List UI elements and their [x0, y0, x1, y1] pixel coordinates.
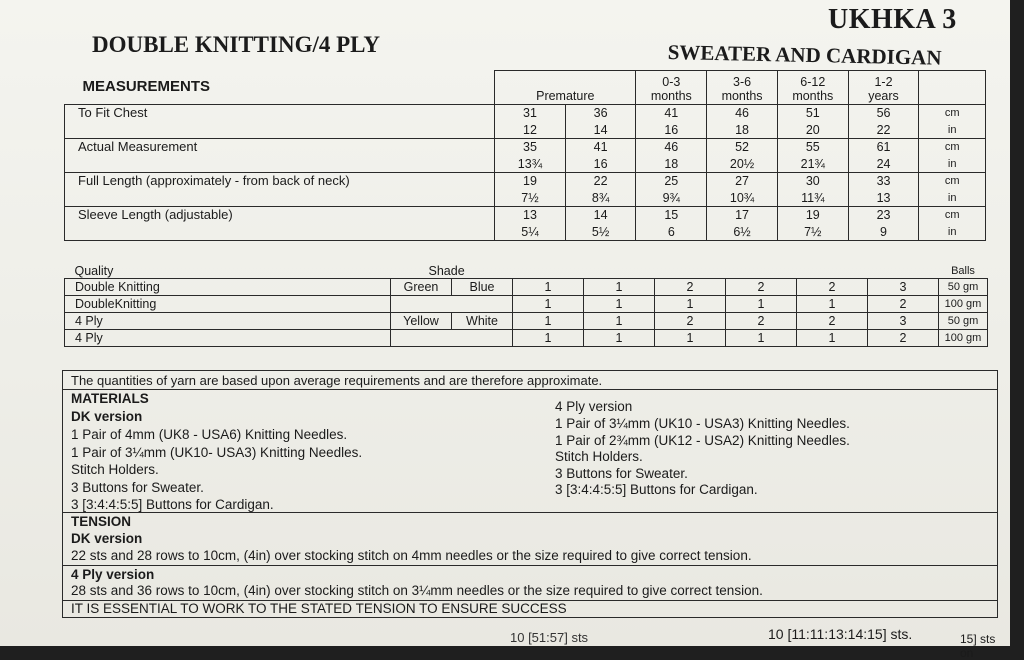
measurement-cm-value: 33 [848, 173, 919, 190]
shade-heading: Shade [428, 264, 465, 278]
measurement-in-value: 6½ [707, 224, 778, 241]
yarn-shade [452, 296, 513, 313]
measurement-cm-value: 41 [636, 105, 707, 122]
footer-stitch-count: 10 [11:11:13:14:15] sts. [768, 626, 913, 642]
measurement-cm-value: 15 [636, 207, 707, 224]
measurement-cm-value: 46 [707, 105, 778, 122]
ball-weight: 100 gm [939, 296, 988, 313]
yarn-shade: White [452, 313, 513, 330]
ball-count: 2 [726, 279, 797, 296]
measurement-in-value: 5½ [565, 224, 636, 241]
ply-material-item: 3 Buttons for Sweater. [555, 465, 688, 481]
footer-right-fragment: 15] sts on [960, 632, 996, 660]
ball-count: 1 [726, 296, 797, 313]
col-3-6-months: 3-6 months [707, 71, 778, 105]
yarn-quality: 4 Ply [65, 330, 391, 347]
measurement-in-value: 9 [848, 224, 919, 241]
measurement-in-value: 7½ [777, 224, 848, 241]
yarn-shade [391, 296, 452, 313]
quality-heading: Quality [74, 264, 114, 278]
measurement-in-value: 18 [636, 156, 707, 173]
dk-material-item: 1 Pair of 3¼mm (UK10- USA3) Knitting Needles. [71, 444, 363, 460]
measurement-label: Full Length (approximately - from back of neck) [65, 173, 495, 207]
unit-cm: cm [919, 207, 986, 224]
ball-count: 2 [655, 313, 726, 330]
unit-cm: cm [919, 105, 986, 122]
yarn-row [65, 313, 988, 330]
measurement-in-value: 21¾ [777, 156, 848, 173]
dk-material-item: 3 Buttons for Sweater. [71, 479, 204, 495]
measurement-cm-value: 17 [707, 207, 778, 224]
ball-count: 2 [868, 330, 939, 347]
unit-cm: cm [919, 139, 986, 156]
measurements-table [64, 70, 986, 241]
measurement-row [65, 105, 986, 122]
ball-count: 2 [797, 279, 868, 296]
measurements-heading: MEASUREMENTS [82, 77, 211, 95]
measurement-cm-value: 19 [495, 173, 566, 190]
ball-count: 2 [868, 296, 939, 313]
yarn-quality: 4 Ply [65, 313, 391, 330]
measurement-cm-value: 13 [495, 207, 566, 224]
measurement-in-value: 12 [495, 122, 566, 139]
unit-in: in [919, 190, 986, 207]
footer-left-fragment: 10 [51:57] sts [510, 630, 589, 645]
measurement-label: Actual Measurement [65, 139, 495, 173]
measurement-in-value: 20½ [707, 156, 778, 173]
ball-count: 1 [513, 279, 584, 296]
ball-count: 2 [655, 279, 726, 296]
measurement-cm-value: 19 [777, 207, 848, 224]
measurement-in-value: 7½ [495, 190, 566, 207]
measurement-cm-value: 52 [707, 139, 778, 156]
quantities-note: The quantities of yarn are based upon average requirements and are therefore approximate. [71, 373, 603, 388]
measurement-in-value: 10¾ [707, 190, 778, 207]
measurement-cm-value: 55 [777, 139, 848, 156]
yarn-shade: Blue [452, 279, 513, 296]
ball-weight: 50 gm [939, 279, 988, 296]
dk-material-item: 1 Pair of 4mm (UK8 - USA6) Knitting Needles. [71, 427, 348, 442]
tension-dk-heading: DK version [71, 531, 143, 546]
unit-in: in [919, 122, 986, 139]
ball-count: 1 [584, 330, 655, 347]
yarn-title: DOUBLE KNITTING/4 PLY [92, 32, 380, 57]
measurement-in-value: 16 [636, 122, 707, 139]
measurement-in-value: 18 [707, 122, 778, 139]
measurement-cm-value: 14 [565, 207, 636, 224]
ball-count: 1 [513, 296, 584, 313]
dk-material-item: Stitch Holders. [71, 462, 159, 477]
materials-heading: MATERIALS [71, 391, 149, 406]
materials-tension-box [62, 370, 998, 618]
ball-count: 2 [797, 313, 868, 330]
ball-count: 1 [797, 296, 868, 313]
unit-cm: cm [919, 173, 986, 190]
measurement-in-value: 20 [777, 122, 848, 139]
unit-in: in [919, 156, 986, 173]
unit-in: in [919, 224, 986, 241]
tension-dk-text: 22 sts and 28 rows to 10cm, (4in) over stocking stitch on 4mm needles or the size required to give correct tension. [71, 548, 752, 563]
tension-warning: IT IS ESSENTIAL TO WORK TO THE STATED TENSION TO ENSURE SUCCESS [71, 601, 567, 616]
measurement-in-value: 5¼ [495, 224, 566, 241]
measurement-in-value: 22 [848, 122, 919, 139]
ball-count: 2 [726, 313, 797, 330]
measurement-in-value: 9¾ [636, 190, 707, 207]
ball-count: 1 [797, 330, 868, 347]
col-1-2-years: 1-2 years [848, 71, 919, 105]
yarn-row [65, 330, 988, 347]
ball-count: 1 [655, 296, 726, 313]
yarn-row [65, 296, 988, 313]
ball-count: 1 [655, 330, 726, 347]
yarn-shade [452, 330, 513, 347]
tension-heading: TENSION [71, 514, 132, 529]
col-premature: Premature [495, 71, 636, 105]
measurement-cm-value: 31 [495, 105, 566, 122]
measurement-cm-value: 22 [565, 173, 636, 190]
yarn-row [65, 279, 988, 296]
ply-material-item: 1 Pair of 2¾mm (UK12 - USA2) Knitting Needles. [555, 432, 850, 448]
measurement-cm-value: 23 [848, 207, 919, 224]
col-0-3-months: 0-3 months [636, 71, 707, 105]
measurement-cm-value: 56 [848, 105, 919, 122]
yarn-quantity-table [64, 264, 988, 347]
measurement-in-value: 13 [848, 190, 919, 207]
garment-title: SWEATER AND CARDIGAN [667, 40, 942, 70]
measurement-in-value: 13¾ [495, 156, 566, 173]
measurement-in-value: 14 [565, 122, 636, 139]
dk-material-item: 3 [3:4:4:5:5] Buttons for Cardigan. [71, 497, 274, 512]
balls-heading: Balls [951, 265, 975, 277]
measurement-row [65, 173, 986, 190]
measurement-label: Sleeve Length (adjustable) [65, 207, 495, 241]
ball-count: 3 [868, 313, 939, 330]
tension-ply-text: 28 sts and 36 rows to 10cm, (4in) over stocking stitch on 3¼mm needles or the size required to give correct tension. [71, 583, 763, 598]
measurement-cm-value: 61 [848, 139, 919, 156]
ball-weight: 100 gm [939, 330, 988, 347]
col-units [919, 71, 986, 105]
measurement-in-value: 8¾ [565, 190, 636, 207]
ball-count: 3 [868, 279, 939, 296]
measurement-cm-value: 35 [495, 139, 566, 156]
ball-count: 1 [726, 330, 797, 347]
measurement-cm-value: 30 [777, 173, 848, 190]
col-6-12-months: 6-12 months [777, 71, 848, 105]
yarn-quality: DoubleKnitting [65, 296, 391, 313]
pattern-code: UKHKA 3 [828, 4, 957, 35]
ply-material-item: Stitch Holders. [555, 449, 643, 464]
ply-material-item: 3 [3:4:4:5:5] Buttons for Cardigan. [555, 482, 758, 497]
measurement-cm-value: 46 [636, 139, 707, 156]
measurement-in-value: 6 [636, 224, 707, 241]
ball-count: 1 [584, 313, 655, 330]
yarn-shade [391, 330, 452, 347]
measurement-cm-value: 27 [707, 173, 778, 190]
measurement-cm-value: 41 [565, 139, 636, 156]
measurement-in-value: 11¾ [777, 190, 848, 207]
ball-count: 1 [584, 296, 655, 313]
ball-count: 1 [513, 313, 584, 330]
ball-weight: 50 gm [939, 313, 988, 330]
measurement-cm-value: 25 [636, 173, 707, 190]
measurement-in-value: 16 [565, 156, 636, 173]
measurement-in-value: 24 [848, 156, 919, 173]
measurement-row [65, 207, 986, 224]
measurement-label: To Fit Chest [65, 105, 495, 139]
yarn-quality: Double Knitting [65, 279, 391, 296]
ball-count: 1 [584, 279, 655, 296]
ply-material-item: 1 Pair of 3¼mm (UK10 - USA3) Knitting Needles. [555, 416, 850, 431]
ball-count: 1 [513, 330, 584, 347]
tension-ply-heading: 4 Ply version [71, 567, 155, 582]
measurement-cm-value: 36 [565, 105, 636, 122]
dk-version-heading: DK version [71, 409, 143, 424]
yarn-shade: Yellow [391, 313, 452, 330]
measurement-cm-value: 51 [777, 105, 848, 122]
ply-version-heading: 4 Ply version [555, 399, 633, 414]
measurement-row [65, 139, 986, 156]
yarn-shade: Green [391, 279, 452, 296]
